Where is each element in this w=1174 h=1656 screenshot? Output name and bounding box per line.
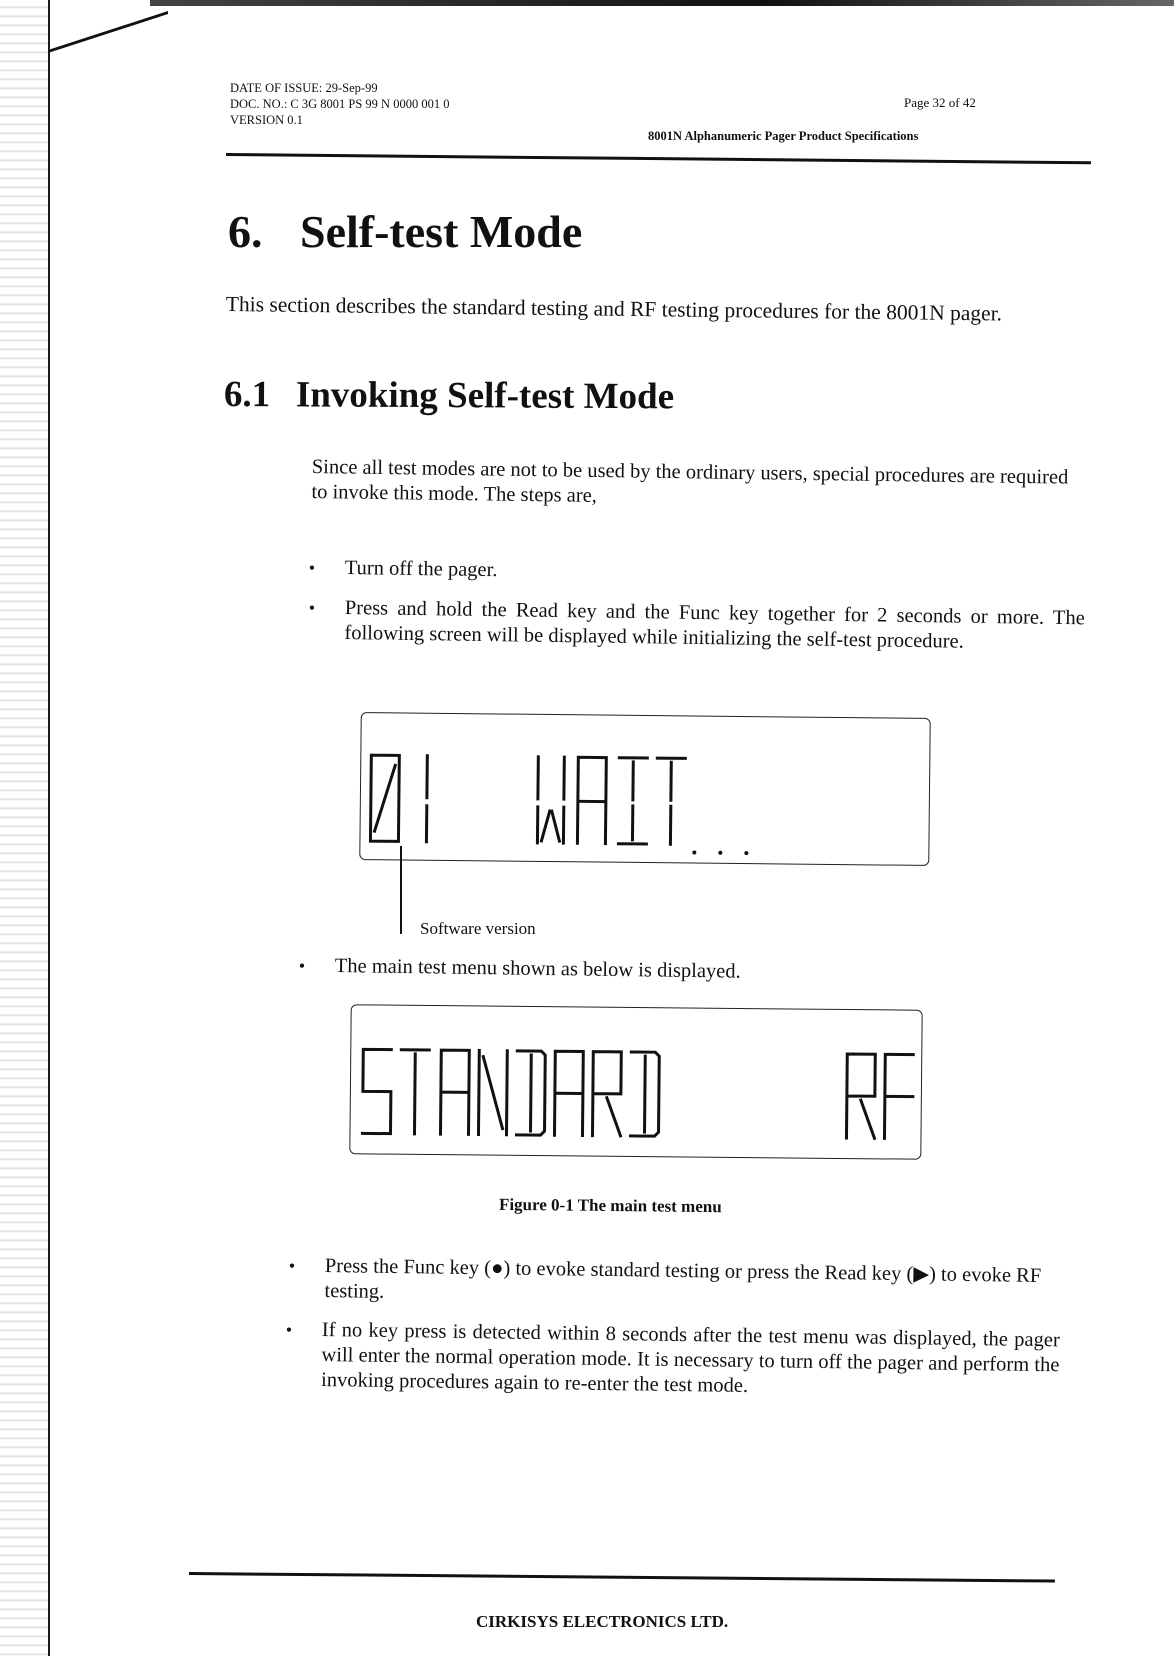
section-number: 6. bbox=[228, 206, 263, 257]
document-title: 8001N Alphanumeric Pager Product Specifications bbox=[648, 129, 919, 143]
lcd-wait-segments bbox=[360, 713, 929, 865]
lcd-dot bbox=[744, 851, 748, 855]
lcd-wait-screen bbox=[359, 712, 931, 866]
lcd-letter-s bbox=[362, 1049, 391, 1133]
list-item bbox=[308, 596, 1085, 656]
lcd-letter-r bbox=[592, 1052, 621, 1136]
document-number: DOC. NO.: C 3G 8001 PS 99 N 0000 001 0 bbox=[230, 97, 450, 111]
document-header-meta bbox=[230, 80, 449, 128]
subsection-number: 6.1 bbox=[223, 374, 271, 416]
lcd-digit-0 bbox=[370, 755, 399, 841]
list-item bbox=[285, 1318, 1060, 1403]
bullet-icon: • bbox=[285, 1319, 293, 1340]
list-item-text: If no key press is detected within 8 seconds after the test menu was displayed, the pager will enter the normal operation mode. It is necessary to turn off the pager and perform the invoking procedures again to re-enter the test mode. bbox=[320, 1318, 1060, 1397]
lcd-letter-d bbox=[516, 1051, 545, 1135]
list-item-text: Press and hold the Read key and the Func key together for 2 seconds or more. The following screen will be displayed while initializing the self-test procedure. bbox=[344, 596, 1085, 653]
lcd-menu-segments bbox=[350, 1005, 921, 1158]
date-of-issue: DATE OF ISSUE: 29-Sep-99 bbox=[230, 81, 378, 95]
lcd-letter-a bbox=[577, 757, 606, 843]
bullet-icon: • bbox=[288, 1255, 296, 1276]
header-divider bbox=[226, 153, 1091, 164]
section-title: Self-test Mode bbox=[300, 206, 583, 257]
document-version: VERSION 0.1 bbox=[230, 113, 303, 127]
software-version-label: Software version bbox=[420, 919, 536, 938]
scan-binding-edge bbox=[0, 0, 50, 1656]
bullet-icon: • bbox=[308, 557, 316, 578]
subsection-title: Invoking Self-test Mode bbox=[295, 374, 675, 418]
section-intro: This section describes the standard testing and RF testing procedures for the 8001N pager. bbox=[225, 292, 1003, 326]
lcd-main-test-menu bbox=[349, 1004, 922, 1159]
company-footer: CIRKISYS ELECTRONICS LTD. bbox=[476, 1612, 729, 1631]
lcd-letter-w bbox=[537, 757, 564, 843]
list-item-text: Press the Func key (●) to evoke standard testing or press the Read key (▶) to evoke RF testing. bbox=[324, 1254, 1042, 1303]
scan-top-edge bbox=[150, 0, 1174, 6]
subsection-heading bbox=[224, 373, 674, 418]
list-item bbox=[308, 556, 1085, 591]
page-number: Page 32 of 42 bbox=[904, 95, 976, 110]
lcd-letter-t bbox=[400, 1050, 429, 1134]
lcd-dot bbox=[692, 850, 696, 854]
lcd-letter-a bbox=[554, 1051, 583, 1135]
section-heading bbox=[228, 205, 582, 258]
lcd-digit-1 bbox=[426, 756, 427, 842]
lcd-letter-d bbox=[630, 1052, 659, 1136]
figure-caption: Figure 0-1 The main test menu bbox=[498, 1194, 722, 1217]
list-item bbox=[288, 1254, 1065, 1314]
lcd-letter-a bbox=[440, 1050, 469, 1134]
software-version-pointer bbox=[400, 846, 402, 934]
bullet-icon: • bbox=[308, 597, 316, 618]
lcd-dot bbox=[718, 851, 722, 855]
bullet-icon: • bbox=[298, 955, 306, 976]
lcd-letter-t bbox=[656, 758, 685, 844]
footer-divider bbox=[189, 1572, 1055, 1583]
list-item bbox=[298, 954, 1075, 989]
lcd-letter-i bbox=[618, 758, 647, 844]
lcd-letter-r bbox=[846, 1054, 875, 1138]
lcd-letter-n bbox=[478, 1050, 507, 1134]
lcd-letter-f bbox=[884, 1054, 913, 1138]
subsection-paragraph: Since all test modes are not to be used by the ordinary users, special procedures are required to invoke this mode. The steps are, bbox=[311, 455, 1069, 507]
list-item-text: The main test menu shown as below is displayed. bbox=[334, 954, 741, 983]
list-item-text: Turn off the pager. bbox=[344, 556, 498, 582]
scan-corner-fold bbox=[48, 0, 168, 53]
